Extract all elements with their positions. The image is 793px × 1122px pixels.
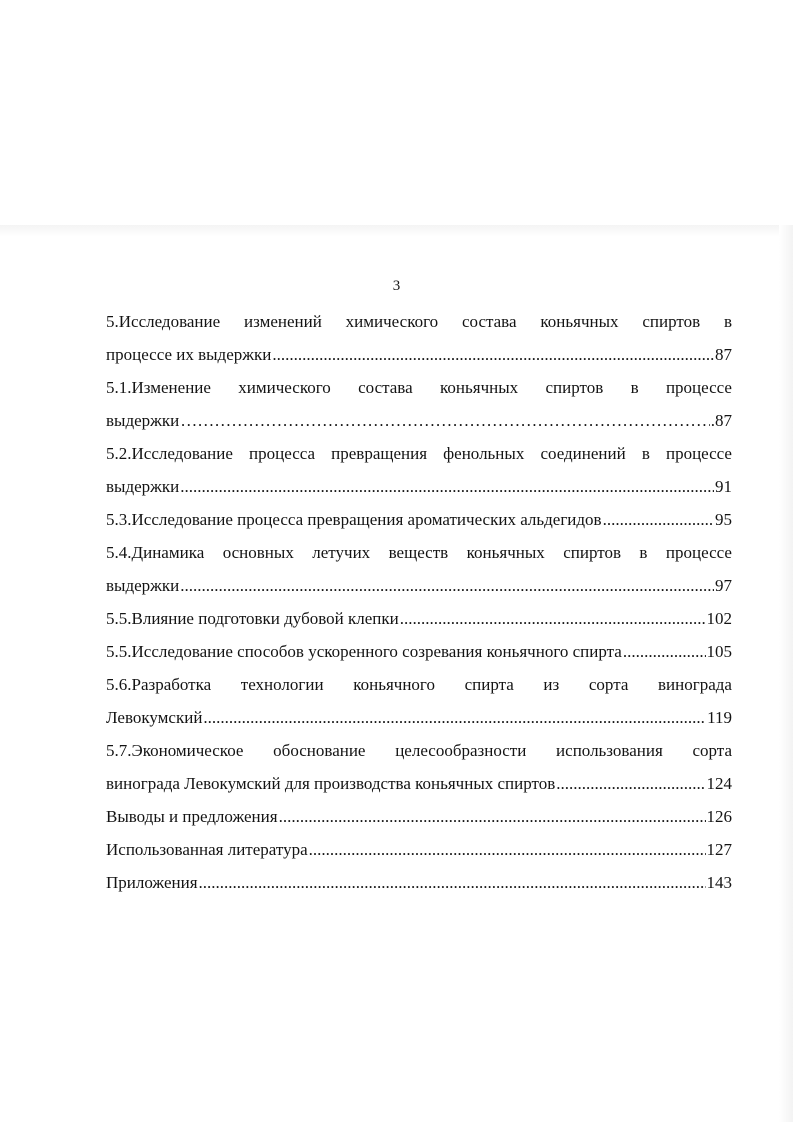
toc-entry-appendices — [106, 866, 732, 899]
toc-text: выдержки — [106, 477, 180, 496]
toc-word: процессе — [665, 378, 732, 397]
toc-page: 143 — [706, 873, 732, 892]
toc-word: коньячного — [353, 675, 435, 694]
toc-text: 5.3.Исследование процесса превращения ароматических альдегидов — [106, 510, 602, 529]
toc-entry-5-2-line1 — [106, 437, 732, 470]
toc-leader — [180, 569, 714, 602]
toc-text: процессе их выдержки — [106, 345, 272, 364]
toc-entry-5-line1 — [106, 305, 732, 338]
toc-word: летучих — [312, 543, 371, 562]
toc-text: выдержки — [106, 576, 180, 595]
toc-word: сорта — [588, 675, 629, 694]
toc-word: 5.1.Изменение — [106, 378, 211, 397]
table-of-contents — [106, 305, 732, 899]
toc-text: выдержки — [106, 411, 180, 430]
toc-word: обоснование — [273, 741, 366, 760]
toc-page: 119 — [707, 708, 732, 727]
toc-entry-5-4-line2 — [106, 569, 732, 602]
toc-word: изменений — [244, 312, 322, 331]
toc-word: спиртов — [563, 543, 621, 562]
toc-word: в — [723, 312, 732, 331]
toc-leader — [272, 338, 714, 371]
toc-page: 87 — [715, 345, 732, 364]
toc-entry-5-line2 — [106, 338, 732, 371]
toc-word: 5.7.Экономическое — [106, 741, 244, 760]
toc-word: соединений — [540, 444, 626, 463]
toc-page: 95 — [715, 510, 732, 529]
toc-word: в — [641, 444, 650, 463]
toc-word: коньячных — [540, 312, 619, 331]
toc-word: сорта — [692, 741, 732, 760]
toc-page: 102 — [706, 609, 732, 628]
toc-entry-5-7-line2 — [106, 767, 732, 800]
toc-entry-5-6-line2 — [106, 701, 732, 734]
toc-word: 5.6.Разработка — [106, 675, 212, 694]
toc-leader — [309, 833, 706, 866]
toc-word: процессе — [665, 444, 732, 463]
toc-entry-5-2-line2 — [106, 470, 732, 503]
toc-word: использования — [556, 741, 663, 760]
toc-page: 126 — [706, 807, 732, 826]
toc-word: превращения — [331, 444, 428, 463]
toc-leader — [180, 404, 710, 437]
toc-leader — [199, 866, 706, 899]
toc-entry-5-5-b — [106, 635, 732, 668]
toc-page: 97 — [715, 576, 732, 595]
toc-word: состава — [358, 378, 413, 397]
toc-word: 5.2.Исследование — [106, 444, 233, 463]
toc-word: процессе — [665, 543, 732, 562]
toc-entry-conclusions — [106, 800, 732, 833]
toc-leader — [400, 602, 706, 635]
toc-leader — [556, 767, 705, 800]
toc-word: в — [630, 378, 639, 397]
toc-word: винограда — [658, 675, 732, 694]
scan-shadow-right — [779, 225, 793, 1122]
toc-word: фенольных — [443, 444, 525, 463]
toc-text: Приложения — [106, 873, 198, 892]
toc-text: винограда Левокумский для производства коньячных спиртов — [106, 774, 556, 793]
toc-word: спирта — [464, 675, 514, 694]
toc-entry-5-5-a — [106, 602, 732, 635]
toc-word: основных — [222, 543, 294, 562]
toc-word: 5.4.Динамика — [106, 543, 205, 562]
toc-entry-5-4-line1 — [106, 536, 732, 569]
toc-page: .87 — [710, 411, 732, 430]
toc-entry-references — [106, 833, 732, 866]
toc-entry-5-1-line2 — [106, 404, 732, 437]
toc-entry-5-7-line1 — [106, 734, 732, 767]
toc-leader — [203, 701, 706, 734]
toc-word: целесообразности — [395, 741, 527, 760]
toc-entry-5-6-line1 — [106, 668, 732, 701]
toc-leader — [623, 635, 706, 668]
toc-text: Левокумский — [106, 708, 203, 727]
toc-word: коньячных — [466, 543, 545, 562]
toc-leader — [603, 503, 714, 536]
toc-text: Использованная литература — [106, 840, 308, 859]
toc-word: коньячных — [440, 378, 519, 397]
toc-word: в — [639, 543, 648, 562]
toc-word: спиртов — [545, 378, 604, 397]
toc-page: 91 — [715, 477, 732, 496]
toc-text: 5.5.Исследование способов ускоренного созревания коньячного спирта — [106, 642, 622, 661]
toc-entry-5-1-line1 — [106, 371, 732, 404]
scan-shadow-top — [0, 225, 793, 237]
toc-word: химического — [238, 378, 331, 397]
toc-page: 127 — [706, 840, 732, 859]
toc-word: из — [543, 675, 560, 694]
toc-text: 5.5.Влияние подготовки дубовой клепки — [106, 609, 399, 628]
toc-word: технологии — [240, 675, 324, 694]
toc-word: состава — [461, 312, 517, 331]
toc-word: 5.Исследование — [106, 312, 221, 331]
toc-entry-5-3 — [106, 503, 732, 536]
toc-word: спиртов — [642, 312, 701, 331]
page-number: 3 — [392, 278, 401, 294]
toc-word: веществ — [388, 543, 449, 562]
toc-word: химического — [345, 312, 439, 331]
toc-text: Выводы и предложения — [106, 807, 278, 826]
toc-leader — [279, 800, 706, 833]
toc-word: процесса — [249, 444, 316, 463]
toc-leader — [180, 470, 714, 503]
toc-page: 105 — [706, 642, 732, 661]
toc-page: 124 — [706, 774, 732, 793]
